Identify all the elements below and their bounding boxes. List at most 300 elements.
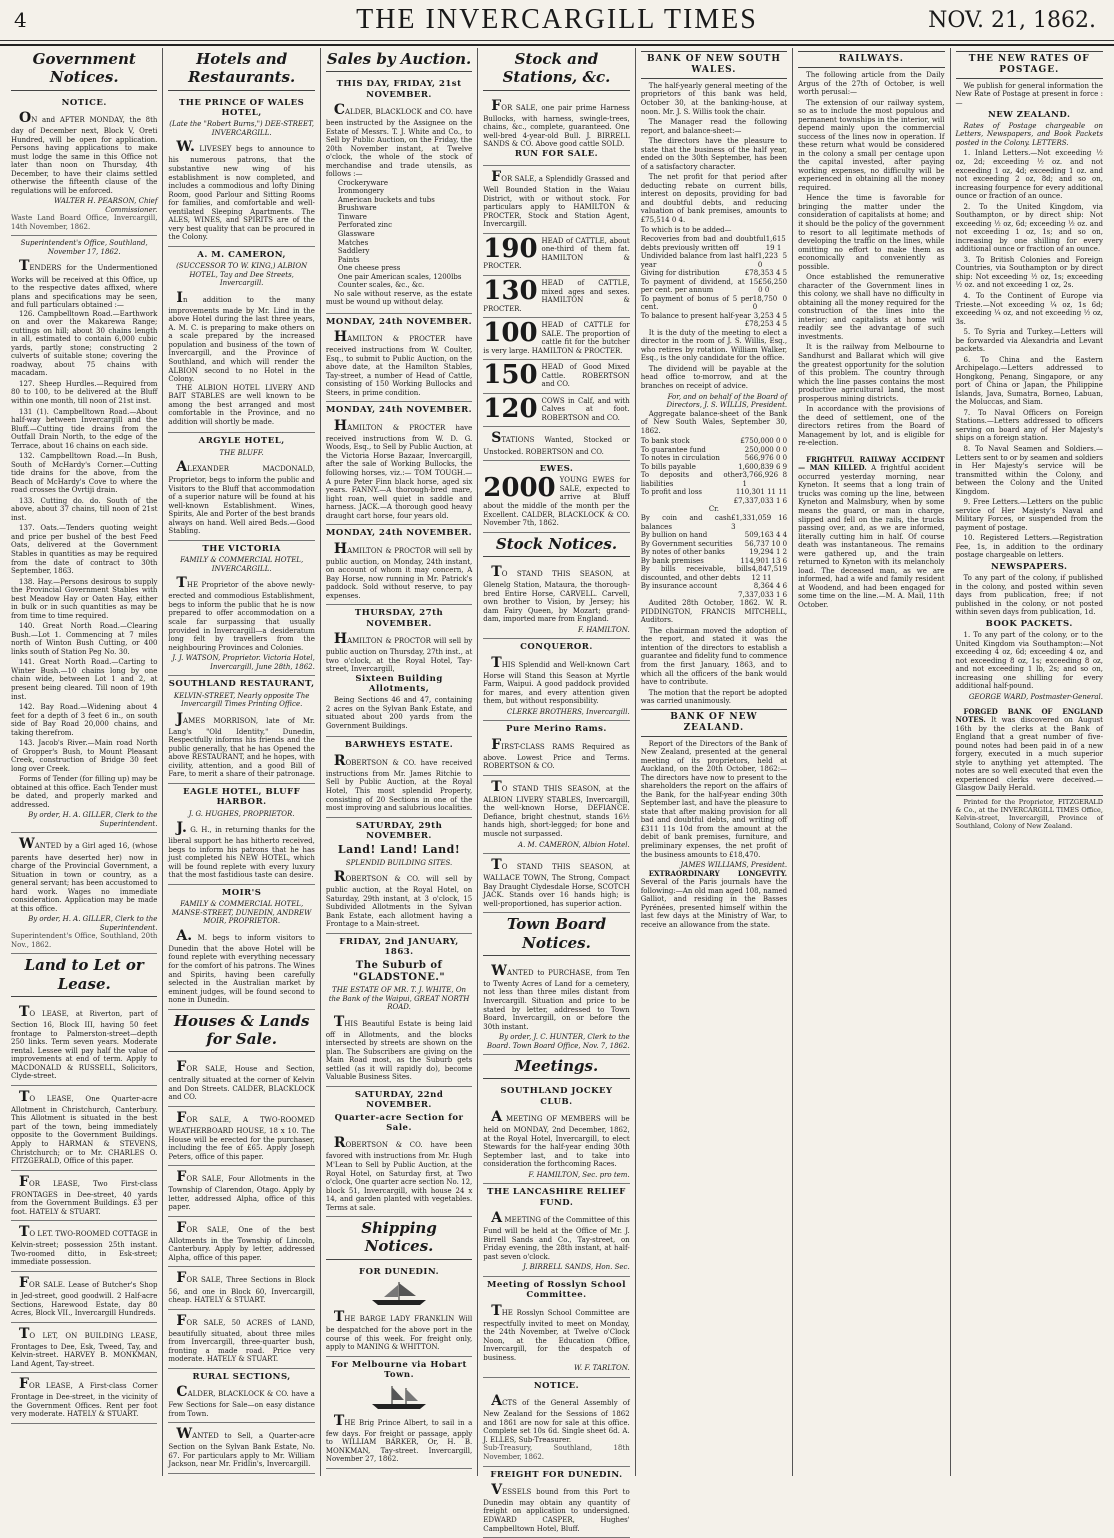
- table-row: [641, 497, 787, 506]
- article-paragraph: Rates of Postage chargeable on Letters, Newspapers, and Book Packets posted in the Colony. LETTERS.: [956, 122, 1103, 148]
- article-paragraph: The extension of our railway system, so as to include the most populous and permanent townships in the interior, will depend mainly upon the commercial success of the lines now in operation. If these return what would be considered in the colony a small per centage upon the capital invested, after paying working expenses, no difficulty will be experienced in obtaining all the money required.: [798, 99, 944, 193]
- stallion-signature: A. M. CAMERON, Albion Hotel.: [483, 841, 629, 850]
- article-headline-railways: RAILWAYS.: [798, 51, 944, 68]
- shipping-body: THE Brig Prince Albert, to sail in a few days. For freight or passage, apply to WILLIAM BARKER, Or, H. B. MONKMAN, Tay-street. Invercargill, November 27, 1862.: [326, 1413, 472, 1464]
- auction-item: American buckets and tubs: [326, 196, 472, 205]
- auction-item: Tinware: [326, 213, 472, 222]
- postage-rule: 2. To the United Kingdom, via Southampton, or by direct ship: Not exceeding ½ oz, 6d; exceeding ½ oz. and not exceeding 1 oz, 1s; and so on, increasing by one shilling for every additional ounce or fraction of an ounce.: [956, 203, 1103, 254]
- article-signature: For, and on behalf of the Board of Directors, J. S. WILLIS, President.: [641, 393, 787, 410]
- ad-subtitle: KELVIN-STREET, Nearly opposite The Invercargill Times Printing Office.: [168, 692, 314, 709]
- house-ad-text: FOR SALE, A TWO-ROOMED WEATHERBOARD HOUSE, 18 x 10. The House will be erected for the purchaser, including the fee of £65. Apply Joseph Peters, office of this paper.: [168, 1110, 314, 1161]
- land-ad-text: FOR SALE. Lease of Butcher's Shop in Jed-street, good goodwill. 2 Half-acre Sections, Harewood Estate, day 80 Acres, Block VII., Invercargill Hundreds.: [11, 1275, 157, 1318]
- stallion-text: TO STAND THIS SEASON, at Glenelg Station, Mataura, the thorough-bred Entire Horse, CARVELL. Carvell, own brother to Vision, by Jersey; his dam Fairy Queen, by Mozart; grand-dam, imported mare from England.: [483, 564, 629, 624]
- ad-body: A. M. begs to inform visitors to Dunedin that the above Hotel will be found replete with everything necessary for the comfort of his patrons. The Wines and Spirits, having been carefully selected in the Australian market by eminent judges, will be found second to none in Dunedin.: [168, 928, 314, 1005]
- wanted-office: Superintendent's Office, Southland, 20th Nov., 1862.: [11, 932, 157, 949]
- misc-headline: EXTRAORDINARY LONGEVITY.: [649, 869, 787, 878]
- auction-date: MONDAY, 24th NOVEMBER.: [326, 317, 472, 327]
- section-header-shipping: Shipping Notices.: [326, 1219, 472, 1260]
- land-ad-text: FOR LEASE, Two First-class FRONTAGES in Dee-street, 40 yards from the Government Buildings. £3 per foot. HATELY & STUART.: [11, 1174, 157, 1217]
- auction-subtitle: THE ESTATE OF MR. T. J. WHITE, On the Bank of the Waipui, GREAT NORTH ROAD.: [326, 986, 472, 1012]
- tender-item: 127. Sheep Hurdles.—Required from 80 to 100, to be delivered at the Bluff within one month, till noon of 21st inst.: [11, 380, 157, 406]
- ewes-title: EWES.: [483, 464, 629, 474]
- hotel-ad-argyle: [168, 433, 314, 541]
- issue-date: NOV. 21, 1862.: [928, 8, 1096, 33]
- acts-notice: [483, 1378, 629, 1467]
- balance-sheet-debit: [641, 437, 787, 505]
- column-5: [636, 48, 793, 1476]
- table-row: [641, 269, 787, 278]
- row-label: By notes of other banks: [641, 548, 725, 557]
- land-ad: [11, 1323, 157, 1374]
- ad-body: WANTED to Sell, a Quarter-acre Section on the Sylvan Bank Estate, No. 67. For particulars apply to Mr. William Jackson, near Mr. Fridlin's, Invercargill.: [168, 1426, 314, 1469]
- auction-ad: [326, 1087, 472, 1217]
- hotel-ad-victoria: [168, 541, 314, 676]
- house-ad: [168, 1107, 314, 1166]
- auction-body: ROBERTSON & CO. have received instructions from Mr. James Ritchie to Sell by Public Auction, at the Royal Hotel, This most splendid Property, consisting of 20 Sections in one of the most improving and salubrious localities.: [326, 753, 472, 813]
- tenders-office: Superintendent's Office, Southland, November 17, 1862.: [11, 239, 157, 256]
- postage-rule: 7. To Naval Officers on Foreign Stations.—Letters addressed to officers serving on board any of Her Majesty's ships on a foreign station.: [956, 409, 1103, 443]
- table-row: [641, 320, 787, 329]
- meeting-notice: [483, 1184, 629, 1276]
- row-value: £78,253 4 5: [745, 320, 787, 329]
- stallion-text: TO STAND THIS SEASON, at the ALBION LIVERY STABLES, Invercargill, the well-known Horse, DEFIANCE. Defiance, bright chestnut, stands 16½ hands high, short-legged; for bone and muscle not surpassed.: [483, 779, 629, 839]
- tender-item: 126. Campbelltown Road.—Earthwork on and over the Makarewa Range; cuttings on hill; about 30 chains length in all, estimated to contain 6,000 cubic yards, partly stone; constructing 2 culverts of suitable stone; covering the roadway, about 75 chains with macadam.: [11, 310, 157, 378]
- auction-headline: BARWHEYS ESTATE.: [326, 740, 472, 750]
- row-value: 7,337,033 1 6: [738, 591, 787, 600]
- land-ad-text: TO LEASE, at Riverton, part of Section 16, Block III, having 50 feet frontage to Palmerston-street—depth 250 links. Term seven years. Moderate rental. Lessee will pay half the value of improvements at end of term. Apply to MACDONALD & RUSSELL, Solicitors, Clyde-street.: [11, 1004, 157, 1081]
- article-paragraph: The half-yearly general meeting of the proprietors of this bank was held, October 30, at the banking-house, at noon. Mr. J. S. Willis took the chair.: [641, 82, 787, 116]
- row-label: Giving for distribution: [641, 269, 720, 278]
- house-ad-text: FOR SALE, House and Section, centrally situated at the corner of Kelvin and Don Streets. CALDER, BLACKLOCK and CO.: [168, 1059, 314, 1102]
- section-header-houses-lands: Houses & Lands for Sale.: [168, 1012, 314, 1053]
- printer-imprint: Printed for the Proprietor, FITZGERALD & Co., at the INVERCARGILL TIMES Office, Kelvin-street, Invercargill, Province of Southland, Colony of New Zealand.: [956, 795, 1103, 831]
- auction-ad: [326, 314, 472, 403]
- row-value: 509,163 4 4: [745, 531, 787, 540]
- postage-rule: 8. To Naval Seamen and Soldiers.—Letters sent to or by seamen and soldiers in Her Majesty's service will be transmitted within the Colony, and between the Colony and the United Kingdom.: [956, 445, 1103, 496]
- notice-body: ON and AFTER MONDAY, the 8th day of December next, Block V, Oreti Hundred, will be open for application. Persons having applications to make must lodge the same in this Office not later than noon on Thursday, 4th December, to have their claims settled otherwise the fifteenth clause of the regulations will be enforced.: [11, 110, 157, 195]
- stallion-name: CONQUEROR.: [483, 642, 629, 652]
- table-row: [641, 557, 787, 566]
- auction-item: One cheese press: [326, 264, 472, 273]
- auction-ad: [326, 737, 472, 817]
- land-ad: [11, 1272, 157, 1323]
- meeting-notice: [483, 1083, 629, 1184]
- land-ad: [11, 1221, 157, 1272]
- auction-ad: [326, 525, 472, 605]
- stations-wanted-ad: [483, 427, 629, 461]
- article-paragraph: The chairman moved the adoption of the report, and stated it was the intention of the directors to establish a guarantee and fidelity fund to commence from the first January, 1863, and to which all the officers of the bank would have to contribute.: [641, 627, 787, 687]
- auction-date: FRIDAY, 2nd JANUARY, 1863.: [326, 937, 472, 958]
- stock-ad-text: FOR SALE, a Splendidly Grassed and Well Bounded Station in the Waiau District, with or without stock. For particulars apply to HAMILTON & PROCTER, Stock and Station Agent, Invercargill.: [483, 169, 629, 229]
- auction-body: HAMILTON & PROCTOR will sell by public auction, on Monday, 24th instant, on account of whom it may concern, A Bay Horse, now running in Mr. Patrick's paddock. Sold without reserve, to pay expenses.: [326, 541, 472, 601]
- ad-subtitle: (SUCCESSOR TO W. KING,) ALBION HOTEL, Tay and Dee Streets, Invercargill.: [168, 262, 314, 288]
- table-row: [641, 565, 787, 582]
- auction-date: MONDAY, 24th NOVEMBER.: [326, 405, 472, 415]
- section-wanted-ad: [168, 1423, 314, 1474]
- notice-office: Sub-Treasury, Southland, 18th November, 1862.: [483, 1444, 629, 1461]
- auction-headline: The Suburb of "GLADSTONE.": [326, 960, 472, 984]
- ad-signature: J. J. WATSON, Proprietor. Victoria Hotel, Invercargill, June 28th, 1862.: [168, 654, 314, 671]
- section-header-stock-stations: Stock and Stations, &c.: [483, 50, 629, 91]
- row-label: To bank stock: [641, 437, 690, 446]
- masthead-rule: [0, 40, 1114, 41]
- table-row: [641, 531, 787, 540]
- row-value: 1,615 19 1: [766, 235, 787, 252]
- table-row: [641, 235, 787, 252]
- row-label: To payment of bonus of 5 per cent.: [641, 295, 753, 312]
- hotel-ad-eagle: [168, 784, 314, 885]
- tender-item: 137. Oats.—Tenders quoting weight and price per bushel of the best Feed Oats, delivered at the Government Stables in quantities as may be required from the date of contract to 30th September, 1863.: [11, 524, 157, 575]
- column-6: [793, 48, 950, 1476]
- wanted-body: WANTED by a Girl aged 16, (whose parents have deserted her) now in charge of the Provincial Government, a Situation in town or country, as a general servant; has been accustomed to hard work. Wages no immediate consideration. Application may be made at this office.: [11, 836, 157, 913]
- postage-rule: 6. To China and the Eastern Archipelago.—Letters addressed to Hongkong, Penang, Singapore, or any port of China or Japan, the Philippine Islands, Java, Sumatra, Borneo, Labuan, the Moluccas, and Siam.: [956, 356, 1103, 407]
- cattle-count: 100: [483, 321, 537, 345]
- freight-notice: [483, 1467, 629, 1538]
- rams-title: Pure Merino Rams.: [483, 724, 629, 734]
- postage-rule: 5. To Syria and Turkey.—Letters will be forwarded via Alexandria and Levant packets.: [956, 328, 1103, 354]
- notice-title: NOTICE.: [483, 1381, 629, 1391]
- sailing-ship-icon: [364, 1384, 434, 1410]
- ad-title: RURAL SECTIONS,: [168, 1372, 314, 1382]
- ad-subtitle: J. G. HUGHES, PROPRIETOR.: [168, 810, 314, 819]
- section-header-government-notices: Government Notices.: [11, 50, 157, 91]
- freight-text: VESSELS bound from this Port to Dunedin may obtain any quantity of freight on application to undersigned. EDWARD CASPER, Hughes' Campbelltown Hotel, Bluff.: [483, 1482, 629, 1533]
- land-ad-text: FOR LEASE, A First-class Corner Frontage in Dee-street, in the vicinity of the Government Offices. Rent per foot very moderate. HATELY & STUART.: [11, 1376, 157, 1419]
- row-label: By Government securities: [641, 540, 733, 549]
- article-headline-bank-nz: BANK OF NEW ZEALAND.: [641, 709, 787, 737]
- table-row: [641, 278, 787, 295]
- meeting-notice: [483, 1277, 629, 1378]
- masthead: [0, 0, 1114, 46]
- row-value: 18,750 0 0: [753, 295, 787, 312]
- shipping-title: For Melbourne via Hobart Town.: [326, 1360, 472, 1381]
- meeting-signature: F. HAMILTON, Sec. pro tem.: [483, 1171, 629, 1180]
- postage-subheading: BOOK PACKETS.: [956, 619, 1103, 629]
- stallion-ad: [483, 776, 629, 854]
- stallion-signature: F. HAMILTON.: [483, 626, 629, 635]
- row-value: 4,847,519 12 11: [751, 565, 787, 582]
- row-value: £78,353 4 5: [745, 269, 787, 278]
- column-7: [951, 48, 1108, 1476]
- land-ad-text: TO LET. TWO-ROOMED COTTAGE in Kelvin-street; possession 25th instant. Two-roomed ditto, in Esk-street; immediate possession.: [11, 1224, 157, 1267]
- sailing-ship-icon: [364, 1280, 434, 1306]
- tender-item: 132. Campbelltown Road.—In Bush, South of McHardy's Corner.—Cutting tide drains for the above, from the Beach of McHardy's Cove to where the road crosses the Ovrtiji drain.: [11, 452, 157, 495]
- ad-body: In addition to the many improvements made by Mr. Lind in the above Hotel during the last three years, A. M. C. is preparing to make others on a scale prepared by the increased population and business of the town of Invercargill, and the Province of Southland, and which will render the ALBION second to no Hotel in the Colony.: [168, 290, 314, 384]
- ad-body: THE Proprietor of the above newly-erected and commodious Establishment, begs to inform the public that he is now prepared to offer accommodation on a scale far surpassing that usually provided in Invercargill—a desideratum long felt by travellers from the neighbouring Provinces and Colonies.: [168, 575, 314, 652]
- section-header-meetings: Meetings.: [483, 1057, 629, 1079]
- cattle-count: 190: [483, 237, 537, 261]
- tenders-notice: [11, 236, 157, 833]
- section-header-hotels: Hotels and Restaurants.: [168, 50, 314, 91]
- auction-body: HAMILTON & PROCTER have received instructions from W. Coulter, Esq., to submit to Public Auction, on the above date, at the Hamilton Stables, Tay-street, a number of Head of Cattle, consisting of 150 Working Bullocks and Steers, in prime condition.: [326, 329, 472, 397]
- ad-body: JAMES MORRISON, late of Mr. Lang's "Old Identity," Dunedin, Respectfully informs his friends and the public generally, that he has Opened the above RESTAURANT, and he hopes, with civility, attention, and a good Bill of Fare, to merit a share of their patronage.: [168, 711, 314, 779]
- row-value: £56,250 0 0: [758, 278, 787, 295]
- balance-sheet-title: Aggregate balance-sheet of the Bank of New South Wales, September 30, 1862.: [641, 410, 787, 436]
- column-4: [478, 48, 635, 1476]
- auction-body: THIS Beautiful Estate is being laid off in Allotments, and the blocks intersected by streets are shown on the plan. The Subscribers are giving on the Main Road most, as the Suburb gets settled (as it will rapidly do), become Valuable Business Sites.: [326, 1014, 472, 1082]
- shipping-title: FOR DUNEDIN.: [326, 1267, 472, 1277]
- house-ad-text: FOR SALE, One of the best Allotments in the Township of Lincoln, Canterbury. Apply by letter, addressed Alpha, office of this paper.: [168, 1220, 314, 1263]
- cattle-count: 120: [483, 397, 537, 421]
- misc-paragraph: [641, 870, 787, 930]
- cattle-ad-text: COWS in Calf, and with Calves at foot. ROBERTSON and CO.: [542, 397, 630, 422]
- wanted-situation: [11, 833, 157, 954]
- land-ad: [11, 1001, 157, 1086]
- accident-paragraph: [798, 456, 944, 610]
- row-label: To deposits and other liabilities: [641, 471, 743, 488]
- auction-body: HAMILTON & PROCTOR will sell by public auction on Thursday, 27th inst., at two o'clock, at the Royal Hotel, Tay-street, Invercargill,: [326, 631, 472, 674]
- auction-ad: [326, 818, 472, 934]
- balance-sheet-credit: [641, 514, 787, 599]
- row-label: To profit and loss: [641, 488, 702, 497]
- ad-title: THE PRINCE OF WALES HOTEL,: [168, 98, 314, 119]
- auction-item: Ironmongery: [326, 187, 472, 196]
- forged-notes-paragraph: [956, 708, 1103, 793]
- meeting-text: A MEETING of the Committee of this Fund will be held at the Office of Mr. J. Birrell Sands and Co., Tay-street, on Friday evening, the 28th instant, at half-past seven o'clock.: [483, 1210, 629, 1261]
- article-paragraph: The net profit for that period after deducting rebate on current bills, interest on deposits, providing for bad and doubtful debts, and reducing valuation of bank premises, amounts to £75,514 0 4.: [641, 173, 787, 224]
- row-value: 3,253 4 5: [754, 312, 787, 321]
- house-ad: [168, 1267, 314, 1309]
- postage-subheading: NEW ZEALAND.: [956, 110, 1103, 120]
- freight-title: FREIGHT FOR DUNEDIN.: [483, 1470, 629, 1480]
- auction-item: Perforated zinc: [326, 221, 472, 230]
- misc-text: Several of the Paris journals have the following:—An old man aged 108, named Galliot, and residing in the Basses Pyrénées, presented himself within the last few days at the Ministry of War, to receive an allowance from the state.: [641, 878, 787, 929]
- ad-body: THE ALBION HOTEL LIVERY AND BAIT STABLES are well known to be among the best arranged and most comfortable in the Province, and no addition will shortly be made.: [168, 384, 314, 427]
- newspaper-title: THE INVERCARGILL TIMES: [0, 4, 1114, 36]
- row-value: 1,600,839 6 9: [738, 463, 787, 472]
- land-ad-text: TO LEASE, One Quarter-acre Allotment in Christchurch, Canterbury. This Allotment is situated in the best part of the town, being immediately opposite to the Government Buildings. Apply to HARMAN & STEVENS, Christchurch; or to Mr. CHARLES O. FITZGERALD, Office of this paper.: [11, 1089, 157, 1166]
- cattle-ad: [483, 234, 629, 276]
- notice-title: NOTICE.: [11, 98, 157, 108]
- article-signature: GEORGE WARD, Postmaster-General.: [956, 693, 1103, 702]
- auction-ad: [326, 605, 472, 737]
- table-row: [641, 463, 787, 472]
- table-row: [641, 312, 787, 321]
- tenders-footer: Forms of Tender (for filling up) may be obtained at this office. Each Tender must be dated, and properly marked and addressed.: [11, 775, 157, 809]
- article-paragraph: The directors have the pleasure to state that the business of the half year, ended on the 30th September, has been of a satisfactory character.: [641, 137, 787, 171]
- article-paragraph: It is the railway from Melbourne to Sandhurst and Ballarat which will give the greatest opportunity for the solution of this problem. The country through which the line passes contains the most productive agricultural land, the most prosperous mining districts.: [798, 343, 944, 403]
- tender-item: 133. Cutting do. do. South of the above, about 37 chains, till noon of 21st inst.: [11, 497, 157, 523]
- auction-body: ROBERTSON & CO. have been favored with instructions from Mr. Hugh M'Lean to Sell by Public Auction, at the Royal Hotel, on Saturday first, at Two o'clock, One quarter acre section No. 12, block 51, Invercargill, with house 24 x 14, and garden planted with vegetables. Terms at sale.: [326, 1135, 472, 1212]
- stations-text: STATIONS Wanted, Stocked or Unstocked. ROBERTSON and CO.: [483, 430, 629, 456]
- row-label: Undivided balance from last half year: [641, 252, 758, 269]
- stock-ad-text: FOR SALE, one pair prime Harness Bullocks, with harness, swingle-trees, chains, &c., complete, guaranteed. One well-bred 4-year-old Bull. J. BIRRELL SANDS & CO. Above good cattle SOLD.: [483, 98, 629, 149]
- postage-rule: 1. Inland Letters.—Not exceeding ½ oz, 2d; exceeding ½ oz. and not exceeding 1 oz, 4d; exceeding 1 oz. and not exceeding 2 oz, 8d; and so on, increasing fourpence for every additional ounce or fraction of an ounce.: [956, 149, 1103, 200]
- meeting-title: THE LANCASHIRE RELIEF FUND.: [483, 1187, 629, 1208]
- auction-body: ROBERTSON & CO. will sell by public auction, at the Royal Hotel, on Saturday, 29th instant, at 3 o'clock, 15 Subdivided Allotments in the Sylvan Bank Estate, each allotment having a Frontage to a Main-street.: [326, 869, 472, 929]
- ad-body: J. G. H., in returning thanks for the liberal support he has hitherto received, begs to inform his patrons that he has just completed his NEW HOTEL, which will be found replete with every luxury that the most fastidious taste can desire.: [168, 820, 314, 880]
- article-paragraph: The motion that the report be adopted was carried unanimously.: [641, 689, 787, 706]
- shipping-ad: [326, 1264, 472, 1357]
- table-row: [641, 471, 787, 488]
- ad-body: ALEXANDER MACDONALD, Proprietor, begs to inform the public and Visitors to the Bluff that accommodation of a superior nature will be found at his well-known Establishment. Wines, Spirits, Ale and Porter of the best brands always on hand. Well aired Beds.—Good Stabling.: [168, 459, 314, 536]
- accident-text: A frightful accident occurred yesterday morning, near Kyneton. It seems that a long train of trucks was coming up the line, between Kyneton and Malmsbury, when by some means the guard, or man in charge, slipped and fell on the rails, the trucks passing over, and, as we are informed, literally cutting him in half. Of course death was instantaneous. The remains were gathered up, and the train returned to Kyneton with its melancholy load. The deceased man, as we are informed, had a wife and family resident at Woodend, and had been engaged for some time on the line.—M. A. Mail, 11th October.: [798, 464, 944, 609]
- shipping-ad: [326, 1357, 472, 1469]
- table-row: [641, 437, 787, 446]
- postage-subheading: NEWSPAPERS.: [956, 562, 1103, 572]
- stock-ad: [483, 95, 629, 167]
- auction-detail: Being Sections 46 and 47, containing 2 acres on the Sylvan Bank Estate, and situated about 200 yards from the Government Buildings.: [326, 696, 472, 730]
- ad-title: THE VICTORIA: [168, 544, 314, 554]
- forged-text: It was discovered on August 16th by the clerks at the Bank of England that a great number of five-pound notes had been paid in of a new forgery, executed in a much superior style to anything yet attempted. The notes are so well executed that even the experienced clerks were deceived.—Glasgow Daily Herald.: [956, 716, 1103, 792]
- tender-item: 131 (1). Campbelltown Road.—About half-way between Invercargill and the Bluff.—Cutting tide drains from the Outfall Drain North, to the edge of the Terrace, about 16 chains on each side.: [11, 408, 157, 451]
- rams-text: FIRST-CLASS RAMS Required as above. Lowest Price and Terms. ROBERTSON & CO.: [483, 737, 629, 771]
- notice-waste-land: [11, 95, 157, 237]
- column-1: [6, 48, 163, 1476]
- row-label: To which is to be added—: [641, 226, 732, 235]
- row-value: 1,223 5 0: [758, 252, 787, 269]
- row-label: To guarantee fund: [641, 446, 706, 455]
- article-paragraph: The dividend will be payable at the head office to-morrow, and at the branches on receipt of advice.: [641, 365, 787, 391]
- postage-rule: 10. Registered Letters.—Registration Fee, 1s, in addition to the ordinary postage chargeable on letters.: [956, 534, 1103, 560]
- auction-headline: Land! Land! Land!: [326, 843, 472, 856]
- rams-ad: [483, 721, 629, 776]
- row-value: 3,766,926 8 1: [742, 471, 787, 488]
- stallion-signature: CLERKE BROTHERS, Invercargill.: [483, 708, 629, 717]
- article-paragraph: 1. To any part of the colony, or to the United Kingdom via Southampton:—Not exceeding 4 oz, 6d; exceeding 4 oz, and not exceeding 8 oz, 1s; exceeding 8 oz, and not exceeding 1 lb, 2s; and so on, increasing one shilling for every additional half-pound.: [956, 631, 1103, 691]
- ad-title: A. M. CAMERON,: [168, 250, 314, 260]
- ewes-text: YOUNG EWES for SALE, expected to arrive at Bluff about the middle of the month per the Excellent. CALDER, BLACKLOCK & CO. November 7th, 1862.: [483, 476, 629, 527]
- auction-ad: [326, 402, 472, 525]
- table-row: [641, 226, 787, 235]
- row-value: 250,000 0 0: [745, 446, 787, 455]
- row-value: 114,901 13 6: [740, 557, 787, 566]
- ad-body: CALDER, BLACKLOCK & CO. have a Few Sections for Sale—on easy distance from Town.: [168, 1384, 314, 1418]
- article-paragraph: The Manager read the following report, and balance-sheet:—: [641, 118, 787, 135]
- auction-item: Glassware: [326, 230, 472, 239]
- table-row: [641, 295, 787, 312]
- ewes-ad: [483, 461, 629, 533]
- table-row: [641, 591, 787, 600]
- land-ad: [11, 1373, 157, 1424]
- row-value: £7,337,033 1 6: [734, 497, 787, 506]
- row-value: 19,294 1 2: [749, 548, 787, 557]
- notice-office: Waste Land Board Office, Invercargill, 14th November, 1862.: [11, 214, 157, 231]
- auction-headline: Quarter-acre Section for Sale.: [326, 1113, 472, 1134]
- ad-subtitle: FAMILY & COMMERCIAL HOTEL, MANSE-STREET, DUNEDIN, ANDREW MOIR, PROPRIETOR.: [168, 900, 314, 926]
- cattle-ad-text: HEAD of Good Mixed Cattle. ROBERTSON and CO.: [542, 363, 630, 388]
- row-label: To balance to present half-year: [641, 312, 751, 321]
- tenders-intro: TENDERS for the Undermentioned Works will be received at this Office, up to the respective dates affixed, where plans and specifications may be seen, and full particulars obtained :—: [11, 258, 157, 309]
- row-label: By coin and cash balances: [641, 514, 731, 531]
- auction-ad: [326, 76, 472, 313]
- town-board-text: WANTED to PURCHASE, from Ten to Twenty Acres of Land for a cemetery, not less than three miles distant from Invercargill. Situation and price to be stated by letter, addressed to Town Board, Invercargill, on or before the 30th instant.: [483, 963, 629, 1031]
- row-label: Recoveries from bad and doubtful debts previously written off: [641, 235, 766, 252]
- row-label: By insurance account: [641, 582, 718, 591]
- table-row: [641, 514, 787, 531]
- article-paragraph: We publish for general information the New Rate of Postage at present in force :—: [956, 82, 1103, 108]
- ad-subtitle: (Late the "Robert Burns,") DEE-STREET, INVERCARGILL.: [168, 120, 314, 137]
- page-number: 4: [14, 8, 27, 32]
- meeting-text: THE Rosslyn School Committee are respectfully invited to meet on Monday, the 24th November, at Twelve o'Clock Noon, at the Education Office, Invercargill, for the despatch of business.: [483, 1303, 629, 1363]
- stock-ad-tag: RUN FOR SALE.: [483, 149, 629, 159]
- ad-title: ARGYLE HOTEL,: [168, 436, 314, 446]
- auction-date: THURSDAY, 27th NOVEMBER.: [326, 608, 472, 629]
- ad-subtitle: FAMILY & COMMERCIAL HOTEL, INVERCARGILL.: [168, 556, 314, 573]
- cattle-ad-text: HEAD of CATTLE, mixed ages and sexes. HAMILTON & PROCTER.: [483, 279, 629, 313]
- tender-item: 142. Bay Road.—Widening about 4 feet for a depth of 3 feet 6 in., on south side of Bay Road 20,000 chains, and taking therefrom.: [11, 703, 157, 737]
- auction-date: MONDAY, 24th NOVEMBER.: [326, 528, 472, 538]
- meeting-title: Meeting of Rosslyn School Committee.: [483, 1280, 629, 1301]
- town-board-signature: By order, J. C. HUNTER, Clerk to the Board. Town Board Office, Nov. 7, 1862.: [483, 1033, 629, 1050]
- cattle-ad: [483, 360, 629, 394]
- auction-item: Brushware: [326, 204, 472, 213]
- article-headline-bank-nsw: BANK OF NEW SOUTH WALES.: [641, 51, 787, 79]
- auction-ad: [326, 934, 472, 1087]
- column-2: [163, 48, 320, 1476]
- article-paragraph: The following article from the Daily Argus of the 27th of October, is well worth perusal:—: [798, 71, 944, 97]
- table-row: [641, 540, 787, 549]
- house-ad: [168, 1310, 314, 1369]
- wanted-signature: By order, H. A. GILLER, Clerk to the Superintendent.: [11, 915, 157, 932]
- article-paragraph: In accordance with the provisions of the deed of settlement, one of the directors retires from the Board of Management by lot, and is eligible for re-election.: [798, 405, 944, 448]
- auction-footer: No sale without reserve, as the estate must be wound up without delay.: [326, 290, 472, 307]
- cattle-ad-text: HEAD of CATTLE, about one-third of them fat. HAMILTON & PROCTER.: [483, 237, 629, 271]
- postage-rule: 3. To British Colonies and Foreign Countries, via Southampton or by direct ship: Not exceeding ½ oz, 1s; exceeding ½ oz. and not exceeding 1 oz, 2s.: [956, 256, 1103, 290]
- tenders-signature: By order, H. A. GILLER, Clerk to the Superintendent.: [11, 811, 157, 828]
- audit-line: Audited 28th October, 1862. W. R. PIDDINGTON, FRANCIS MITCHELL, Auditors.: [641, 599, 787, 625]
- meeting-signature: W. F. TARLTON.: [483, 1364, 629, 1373]
- hotel-ad-moirs: [168, 885, 314, 1010]
- article-headline-postage: THE NEW RATES OF POSTAGE.: [956, 51, 1103, 79]
- ewes-count: 2000: [483, 476, 555, 500]
- ad-title: MOIR'S: [168, 888, 314, 898]
- stock-ad: [483, 166, 629, 234]
- shipping-body: THE BARGE LADY FRANKLIN Will be despatched for the above port in the course of this week. For freight only, apply to MANING & WHITTON.: [326, 1309, 472, 1352]
- auction-item: Counter scales, &c., &c.: [326, 281, 472, 290]
- auction-subtitle: SPLENDID BUILDING SITES.: [326, 859, 472, 868]
- land-ad: [11, 1171, 157, 1222]
- ad-body: W. LIVESEY begs to announce to his numerous patrons, that the substantive new wing of his establishment is now completed, and includes a commodious and lofty Dining Room, good Parlour and Sitting Rooms for families, and comfortable and well-ventilated Sleeping Apartments. The ALES, WINES, and SPIRITS are of the very best quality that can be procured in the Colony.: [168, 139, 314, 241]
- newspaper-columns: [6, 48, 1108, 1476]
- cattle-count: 130: [483, 279, 537, 303]
- row-value: 110,301 11 11: [736, 488, 787, 497]
- meeting-signature: J. BIRRELL SANDS, Hon. Sec.: [483, 1263, 629, 1272]
- table-row: [641, 488, 787, 497]
- ad-title: SOUTHLAND RESTAURANT,: [168, 679, 314, 689]
- row-value: 8,364 4 6: [754, 582, 787, 591]
- house-ad-text: FOR SALE, Four Allotments in the Township of Clarendon, Otago. Apply by letter, addressed Alpha, office of this paper.: [168, 1169, 314, 1212]
- section-header-town-board: Town Board Notices.: [483, 915, 629, 956]
- stallion-ad: [483, 561, 629, 639]
- postage-rule: 9. Free Letters.—Letters on the public service of Her Majesty's Naval and Military Forces, or suspended from the payment of postage.: [956, 498, 1103, 532]
- land-ad-text: TO LET, ON BUILDING LEASE, Frontages to Dee, Esk, Tweed, Tay, and Kelvin-street. HARVEY B. MONKMAN, Land Agent, Tay-street.: [11, 1326, 157, 1369]
- auction-body: HAMILTON & PROCTER have received instructions from W. D. G. Woods, Esq., to Sell by Public Auction, at the Victoria Horse Bazaar, Invercargill, after the sale of Working Bullocks, the following horses, viz.:— TOM TOUGH.—A pure Peter Finn black horse, aged six years. FANNY.—A thorough-bred mare, light roan, well quiet in saddle and harness. JACK.—A thorough good heavy draught cart horse, four years old.: [326, 418, 472, 520]
- ad-title: EAGLE HOTEL, BLUFF HARBOR.: [168, 787, 314, 808]
- meeting-title: SOUTHLAND JOCKEY CLUB.: [483, 1086, 629, 1107]
- table-row: [641, 454, 787, 463]
- house-ad: [168, 1056, 314, 1107]
- forged-headline: FORGED BANK OF ENGLAND NOTES.: [956, 707, 1103, 725]
- land-ad: [11, 1086, 157, 1171]
- balance-sheet-credit-head: Cr.: [641, 505, 787, 514]
- auction-date: SATURDAY, 29th NOVEMBER.: [326, 821, 472, 842]
- tender-item: 141. Great North Road.—Carting to Winter Bush.—10 chains long by one chain wide, between Lot 1 and 2, at present being cleared. Till noon of 19th inst.: [11, 658, 157, 701]
- row-label: To bills payable: [641, 463, 696, 472]
- stallion-ad: [483, 639, 629, 721]
- row-label: By bullion on hand: [641, 531, 708, 540]
- house-ad-text: FOR SALE, 50 ACRES of LAND, beautifully situated, about three miles from Invercargill, three-quarter bush, fronting a made road. Price very moderate. HATELY & STUART.: [168, 1313, 314, 1364]
- stallion-text: TO STAND THIS SEASON, at WALLACE TOWN, The Strong, Compact Bay Draught Clydesdale Horse, SCOTCH JACK. Stands over 16 hands high; is well-proportioned, has superior action.: [483, 857, 629, 908]
- hotel-ad-albion: [168, 247, 314, 433]
- section-header-land-to-let: Land to Let or Lease.: [11, 956, 157, 997]
- auction-date: THIS DAY, FRIDAY, 21st NOVEMBER.: [326, 79, 472, 100]
- table-row: [641, 446, 787, 455]
- table-row: [641, 582, 787, 591]
- meeting-text: A MEETING OF MEMBERS will be held on MONDAY, 2nd December, 1862, at the Royal Hotel, Invercargill, to elect Stewards for the half-year ending 30th September last, and to take into consideration the forthcoming Races.: [483, 1109, 629, 1169]
- row-value: £750,000 0 0: [740, 437, 787, 446]
- ad-subtitle: THE BLUFF.: [168, 449, 314, 458]
